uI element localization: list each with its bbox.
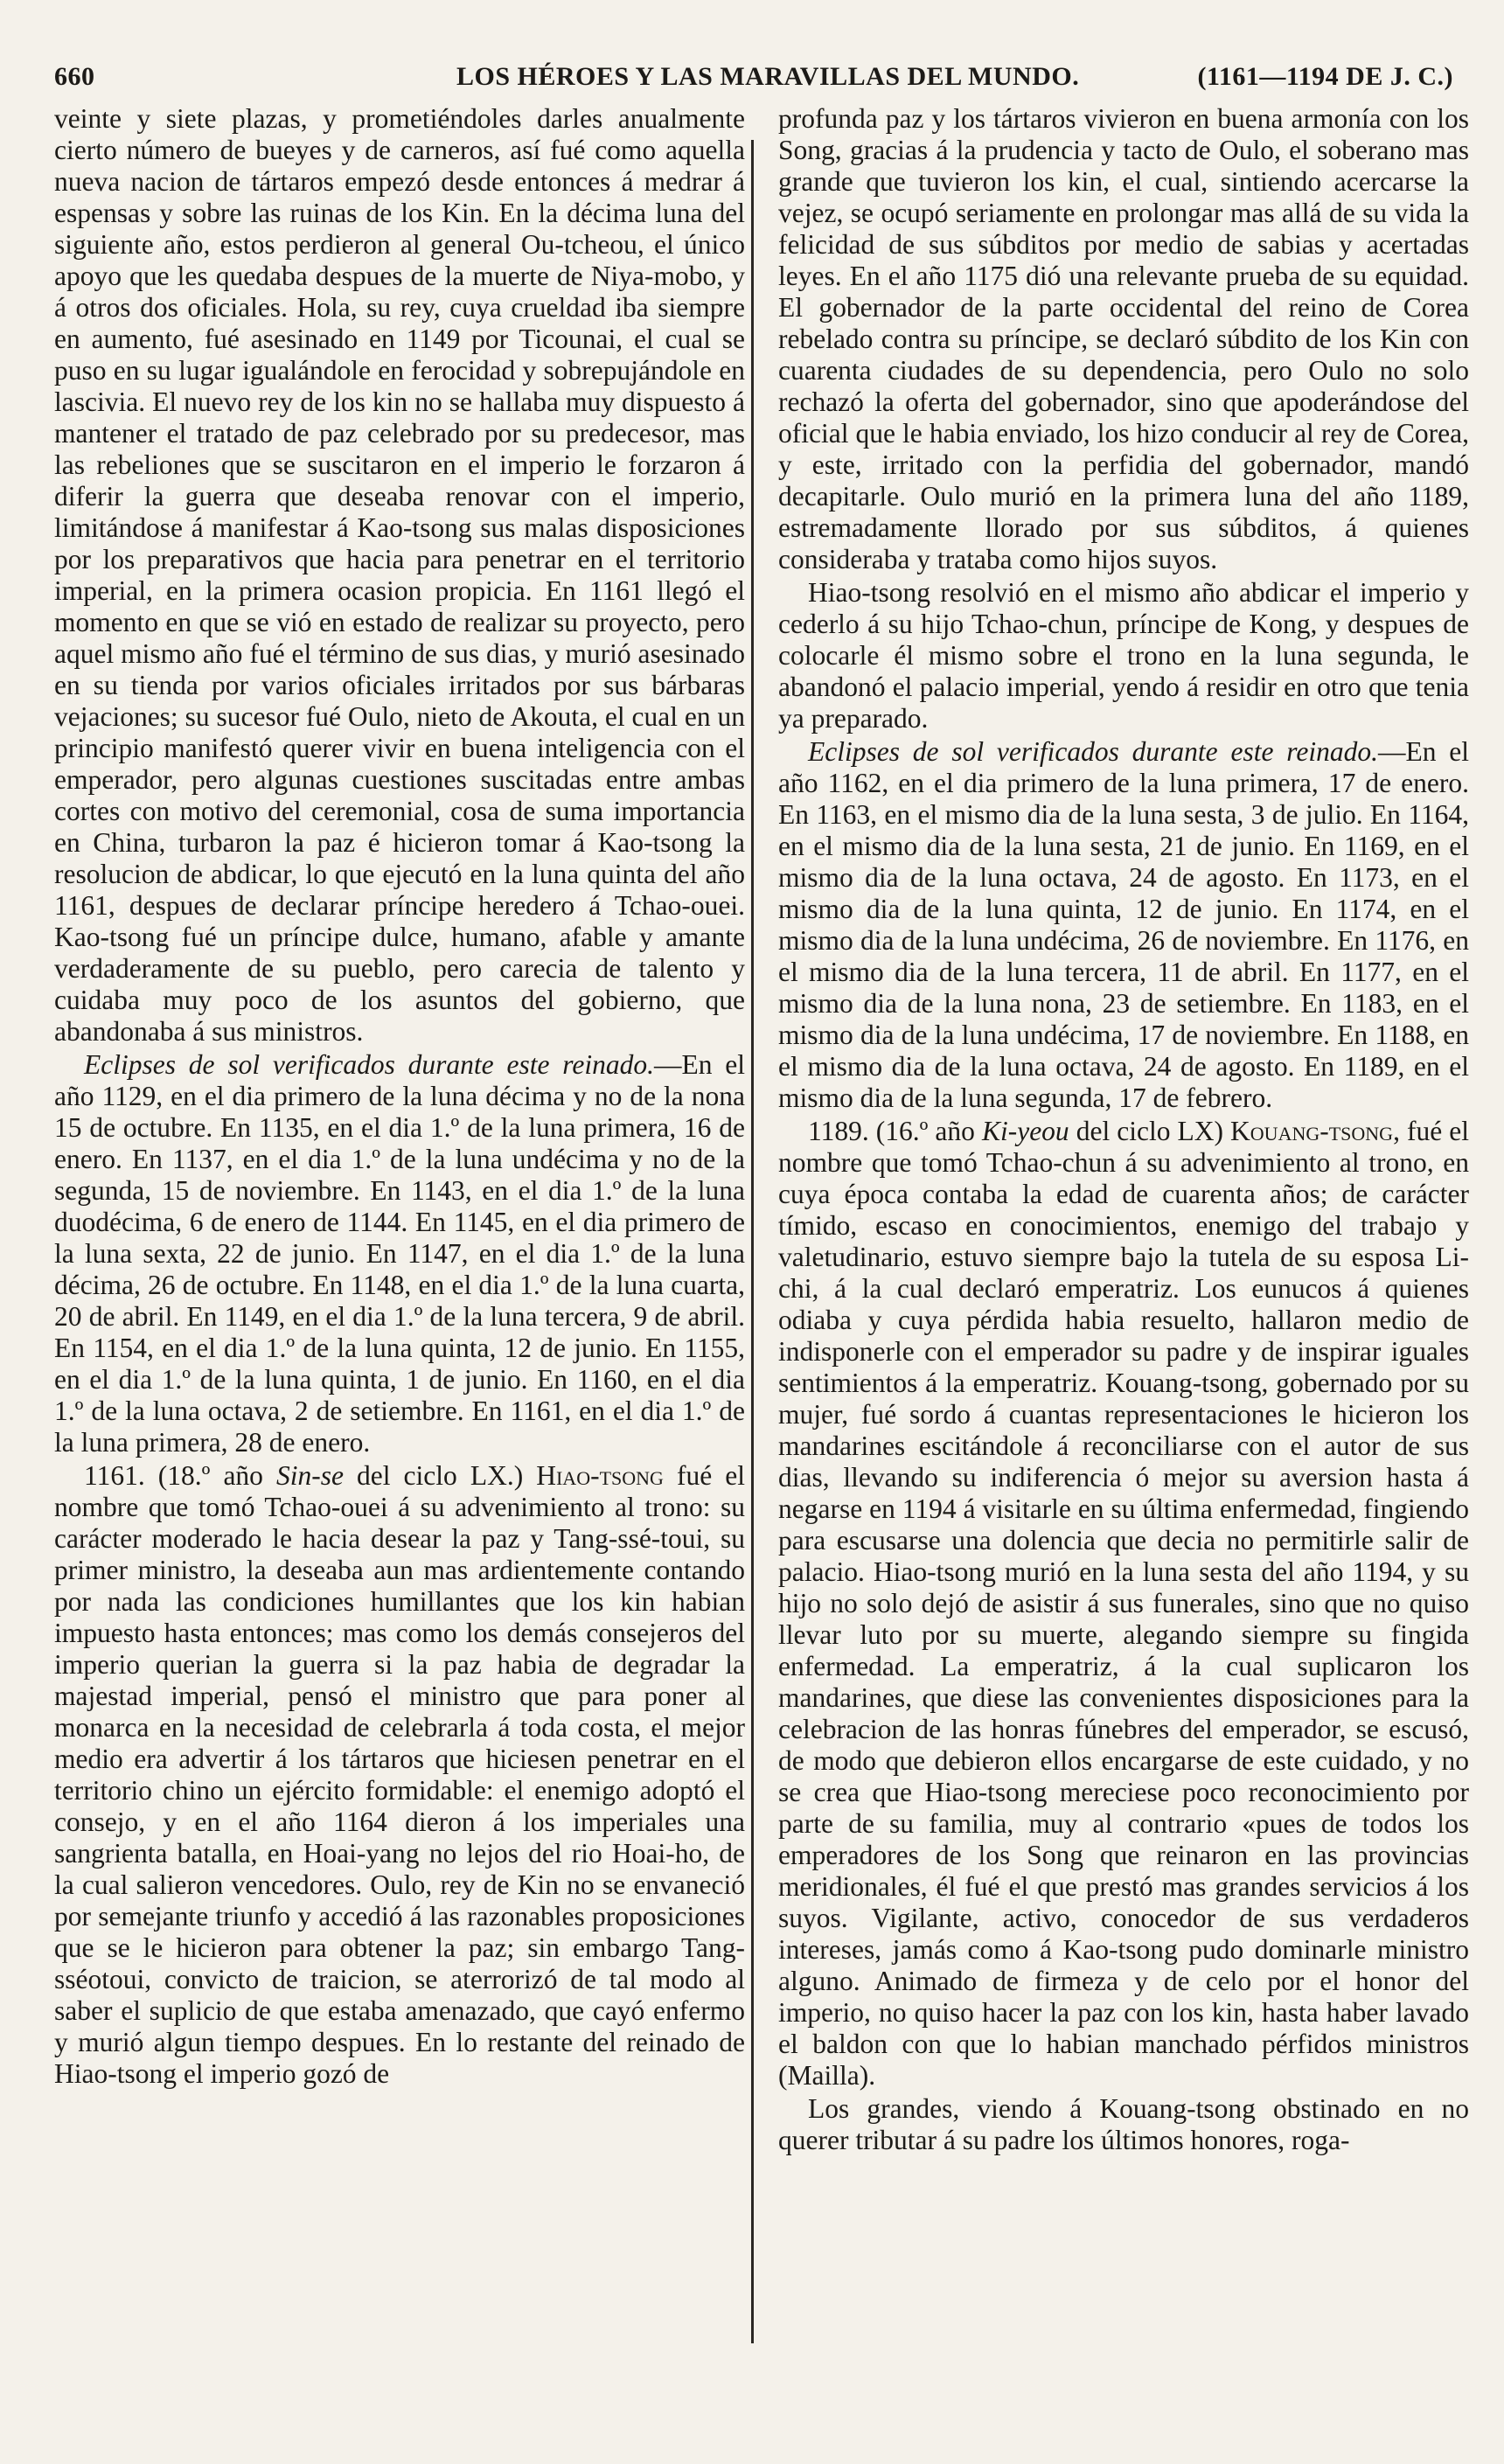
- right-column: [778, 103, 1469, 2156]
- page-number: 660: [54, 62, 95, 91]
- page-header: [54, 54, 1453, 100]
- paragraph: Los grandes, viendo á Kouang-tsong obstinado en no querer tributar á su padre los últimos honores, roga-: [778, 2093, 1469, 2155]
- eclipses-paragraph: [778, 736, 1469, 1114]
- paragraph: Hiao-tsong resolvió en el mismo año abdicar el imperio y cederlo á su hijo Tchao-chun, príncipe de Kong, y despues de colocarle él mismo sobre el trono en la luna segunda, le abandonó el palacio imperial, yendo á residir en otro que tenia ya preparado.: [778, 577, 1469, 734]
- date-range: (1161—1194 DE J. C.): [1197, 62, 1453, 91]
- paragraph-text: , fué el nombre que tomó Tchao-chun á su advenimiento al trono, en cuya época contaba la edad de cuarenta años; de carácter tímido, escaso en conocimientos, enemigo del trabajo y valetudinario, estuvo siempre bajo la tutela de su esposa Li-chi, á la cual declaró emperatriz. Los eunucos á quienes odiaba y cuya pérdida habia resuelto, hallaron medio de indisponerle con el emperador su padre y de inspirar iguales sentimientos á la emperatriz. Kouang-tsong, gobernado por su mujer, fué sordo á cuantas representaciones le hicieron los mandarines escitándole á reconciliarse con el autor de sus dias, llevando su indiferencia ó mejor su aversion hasta á negarse en 1194 á visitarle en su última enfermedad, fingiendo para escusarse una dolencia que decia no permitirle salir de palacio. Hiao-tsong murió en la luna sesta del año 1194, y su hijo no solo dejó de asistir á sus funerales, sino que no quiso llevar luto por su muerte, alegando siempre su fingida enfermedad. La emperatriz, á la cual suplicaron los mandarines, que diese las convenientes disposiciones para la celebracion de las honras fúnebres del emperador, se escusó, de modo que debieron ellos encargarse de este cuidado, y no se crea que Hiao-tsong mereciese poco reconocimiento por parte de su familia, muy al contrario «pues de todos los emperadores de los Song que reinaron en las provincias meridionales, él fué el que prestó mas grandes servicios á los suyos. Vigilante, activo, conocedor de sus verdaderos intereses, jamás como á Kao-tsong pudo dominarle ministro alguno. Animado de firmeza y de celo por el honor del imperio, no quiso hacer la paz con los kin, hasta haber lavado el baldon con que lo habian manchado pérfidos ministros (Mailla).: [778, 1116, 1469, 2091]
- paragraph-text: fué el nombre que tomó Tchao-ouei á su advenimiento al trono: su carácter moderado le hacia desear la paz y Tang-ssé-toui, su primer ministro, la deseaba aun mas ardientemente contando por nada las condiciones humillantes que los kin habian impuesto hasta entonces; mas como los demás consejeros del imperio querian la guerra si la paz habia de degradar la majestad imperial, pensó el ministro que para poner al monarca en la necesidad de celebrarla á toda costa, el mejor medio era advertir á los tártaros que hiciesen penetrar en el territorio chino un ejército formidable: el enemigo adoptó el consejo, y en el año 1164 dieron á los imperiales una sangrienta batalla, en Hoai-yang no lejos del rio Hoai-ho, de la cual salieron vencedores. Oulo, rey de Kin no se envaneció por semejante triunfo y accedió á las razonables proposiciones que se le hicieron para obtener la paz; sin embargo Tang-sséotoui, convicto de traicion, se aterrorizó de tal modo al saber el suplicio de que estaba amenazado, que cayó enfermo y murió algun tiempo despues. En lo restante del reinado de Hiao-tsong el imperio gozó de: [54, 1460, 745, 2089]
- running-title: LOS HÉROES Y LAS MARAVILLAS DEL MUNDO.: [456, 62, 1080, 91]
- paragraph-text: —En el año 1162, en el dia primero de la luna primera, 17 de enero. En 1163, en el mismo dia de la luna sesta, 3 de julio. En 1164, en el mismo dia de la luna sesta, 21 de junio. En 1169, en el mismo dia de la luna octava, 24 de agosto. En 1173, en el mismo dia de la luna quinta, 12 de junio. En 1174, en el mismo dia de la luna undécima, 26 de noviembre. En 1176, en el mismo dia de la luna tercera, 11 de abril. En 1177, en el mismo dia de la luna nona, 23 de setiembre. En 1183, en el mismo dia de la luna undécima, 17 de noviembre. En 1188, en el mismo dia de la luna octava, 24 de agosto. En 1189, en el mismo dia de la luna segunda, 17 de febrero.: [778, 736, 1470, 1113]
- cycle-name: Sin-se: [275, 1460, 344, 1491]
- column-divider: [751, 140, 754, 2343]
- paragraph: profunda paz y los tártaros vivieron en buena armonía con los Song, gracias á la prudencia y tacto de Oulo, el soberano mas grande que tuvieron los kin, el cual, sintiendo acercarse la vejez, se ocupó seriamente en prolongar mas allá de su vida la felicidad de sus súbditos por medio de sabias y acertadas leyes. En el año 1175 dió una relevante prueba de su equidad. El gobernador de la parte occidental del reino de Corea rebelado contra su príncipe, se declaró súbdito de los Kin con cuarenta ciudades de su dependencia, pero Oulo no solo rechazó la oferta del gobernador, sino que apoderándose del oficial que le habia enviado, los hizo conducir al rey de Corea, y este, irritado con la perfidia del gobernador, mandó decapitarle. Oulo murió en la primera luna del año 1189, estremadamente llorado por sus súbditos, á quienes consideraba y trataba como hijos suyos.: [778, 103, 1469, 574]
- paragraph-text: —En el año 1129, en el dia primero de la luna décima y no de la nona 15 de octubre. En 1135, en el dia 1.º de la luna primera, 16 de enero. En 1137, en el dia 1.º de la luna undécima y no de la segunda, 15 de noviembre. En 1143, en el dia 1.º de la luna duodécima, 6 de enero de 1144. En 1145, en el dia primero de la luna sexta, 22 de junio. En 1147, en el dia 1.º de la luna décima, 26 de octubre. En 1148, en el dia 1.º de la luna cuarta, 20 de abril. En 1149, en el dia 1.º de la luna tercera, 9 de abril. En 1154, en el dia 1.º de la luna quinta, 12 de junio. En 1155, en el dia 1.º de la luna quinta, 1 de junio. En 1160, en el dia 1.º de la luna octava, 2 de setiembre. En 1161, en el dia 1.º de la luna primera, 28 de enero.: [54, 1049, 746, 1458]
- eclipses-paragraph: [54, 1049, 745, 1458]
- section-heading: Eclipses de sol verificados durante este reinado.: [84, 1049, 654, 1080]
- paragraph: veinte y siete plazas, y prometiéndoles darles anualmente cierto número de bueyes y de carneros, así fué como aquella nueva nacion de tártaros empezó desde entonces á medrar á espensas y sobre las ruinas de los Kin. En la décima luna del siguiente año, estos perdieron al general Ou-tcheou, el único apoyo que les quedaba despues de la muerte de Niya-mobo, y á otros dos oficiales. Hola, su rey, cuya crueldad iba siempre en aumento, fué asesinado en 1149 por Ticounai, el cual se puso en su lugar igualándole en ferocidad y sobrepujándole en lascivia. El nuevo rey de los kin no se hallaba muy dispuesto á mantener el tratado de paz celebrado por su predecesor, mas las rebeliones que se suscitaron en el imperio le forzaron á diferir la guerra que deseaba renovar con el imperio, limitándose á manifestar á Kao-tsong sus malas disposiciones por los preparativos que hacia para penetrar en el territorio imperial, en la primera ocasion propicia. En 1161 llegó el momento en que se vió en estado de realizar su proyecto, pero aquel mismo año fué el término de sus dias, y murió asesinado en su tienda por varios oficiales irritados por sus bárbaras vejaciones; su sucesor fué Oulo, nieto de Akouta, el cual en un principio manifestó querer vivir en buena inteligencia con el emperador, pero algunas cuestiones suscitadas entre ambas cortes con motivo del ceremonial, cosa de suma importancia en China, turbaron la paz é hicieron tomar á Kao-tsong la resolucion de abdicar, lo que ejecutó en la luna quinta del año 1161, despues de declarar príncipe heredero á Tchao-ouei. Kao-tsong fué un príncipe dulce, humano, afable y amante verdaderamente de su pueblo, pero carecia de talento y cuidaba muy poco de los asuntos del gobierno, que abandonaba á sus ministros.: [54, 103, 745, 1047]
- reign-paragraph: [778, 1116, 1469, 2092]
- reign-paragraph: [54, 1460, 745, 2090]
- section-heading: Eclipses de sol verificados durante este reinado.: [808, 736, 1378, 767]
- left-column: [54, 103, 745, 2090]
- emperor-name: Hiao-tsong: [536, 1460, 664, 1491]
- reign-year: 1189. (16.º año: [808, 1116, 982, 1146]
- cycle-tail: del ciclo LX.): [343, 1460, 537, 1491]
- emperor-name: Kouang-tsong: [1230, 1116, 1394, 1146]
- cycle-tail: del ciclo LX): [1069, 1116, 1231, 1146]
- cycle-name: Ki-yeou: [981, 1116, 1069, 1146]
- reign-year: 1161. (18.º año: [84, 1460, 276, 1491]
